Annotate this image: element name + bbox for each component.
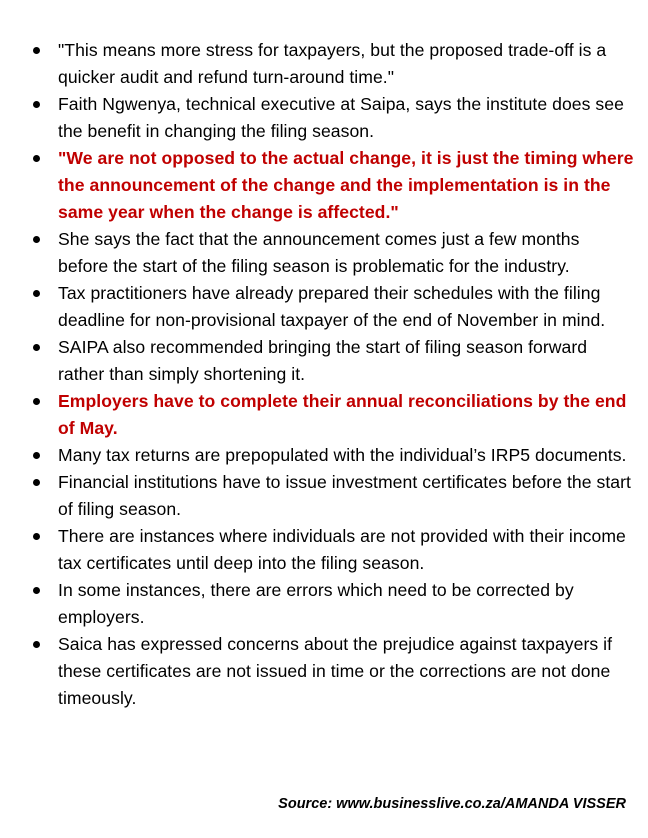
bullet-icon xyxy=(33,290,40,297)
bullet-icon xyxy=(33,398,40,405)
bullet-icon xyxy=(33,101,40,108)
bullet-text: Employers have to complete their annual reconciliations by the end of May. xyxy=(58,391,627,438)
bullet-text: "We are not opposed to the actual change, it is just the timing where the announcement of the change and the implementation is in the same year when the change is affected." xyxy=(58,148,634,222)
bullet-text: There are instances where individuals are not provided with their income tax certificates until deep into the filing season. xyxy=(58,526,626,573)
bullet-item-8 xyxy=(0,442,648,469)
source-attribution: Source: www.businesslive.co.za/AMANDA VISSER xyxy=(278,796,626,812)
bullet-item-4 xyxy=(0,226,648,280)
bullet-text: "This means more stress for taxpayers, but the proposed trade-off is a quicker audit and refund turn-around time." xyxy=(58,40,607,87)
bullet-icon xyxy=(33,533,40,540)
bullet-item-7-highlighted xyxy=(0,388,648,442)
bullet-text: She says the fact that the announcement comes just a few months before the start of the filing season is problematic for the industry. xyxy=(58,229,580,276)
bullet-text: Saica has expressed concerns about the prejudice against taxpayers if these certificates are not issued in time or the corrections are not done timeously. xyxy=(58,634,613,708)
bullet-icon xyxy=(33,452,40,459)
bullet-icon xyxy=(33,587,40,594)
bullet-icon xyxy=(33,155,40,162)
bullet-item-3-highlighted xyxy=(0,145,648,226)
bullet-item-11 xyxy=(0,577,648,631)
bullet-icon xyxy=(33,236,40,243)
bullet-icon xyxy=(33,47,40,54)
bullet-item-2 xyxy=(0,91,648,145)
bullet-icon xyxy=(33,344,40,351)
bullet-list xyxy=(0,37,648,712)
bullet-item-6 xyxy=(0,334,648,388)
bullet-item-1 xyxy=(0,37,648,91)
bullet-text: In some instances, there are errors which need to be corrected by employers. xyxy=(58,580,574,627)
bullet-text: Tax practitioners have already prepared their schedules with the filing deadline for non-provisional taxpayer of the end of November in mind. xyxy=(58,283,606,330)
bullet-icon xyxy=(33,479,40,486)
bullet-item-12 xyxy=(0,631,648,712)
bullet-text: Faith Ngwenya, technical executive at Saipa, says the institute does see the benefit in changing the filing season. xyxy=(58,94,624,141)
bullet-text: Financial institutions have to issue investment certificates before the start of filing season. xyxy=(58,472,631,519)
bullet-text: Many tax returns are prepopulated with the individual’s IRP5 documents. xyxy=(58,445,627,465)
bullet-item-5 xyxy=(0,280,648,334)
bullet-text: SAIPA also recommended bringing the start of filing season forward rather than simply shortening it. xyxy=(58,337,588,384)
bullet-icon xyxy=(33,641,40,648)
bullet-item-9 xyxy=(0,469,648,523)
bullet-item-10 xyxy=(0,523,648,577)
